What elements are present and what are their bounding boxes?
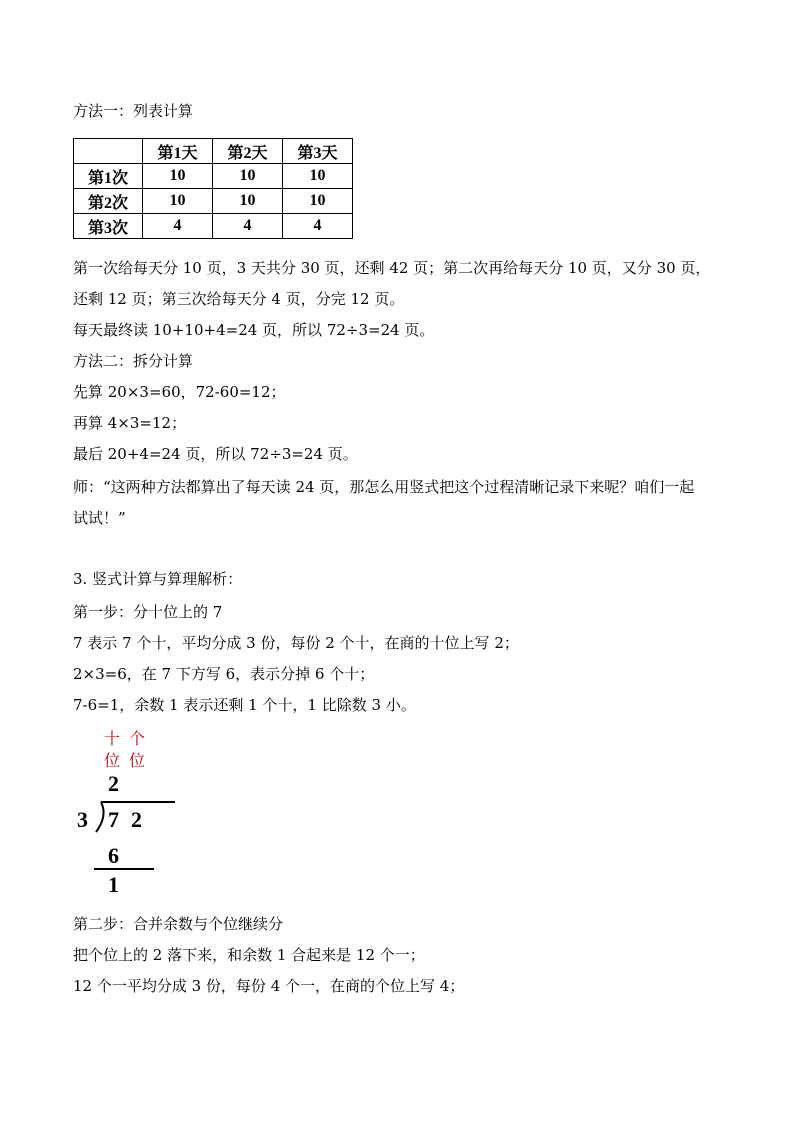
step2-text-line: 12 个一平均分成 3 份，每份 4 个一，在商的个位上写 4； [73,977,465,995]
table-row [74,164,353,189]
place-label-tens: 十 [104,729,121,748]
product-digit: 6 [108,843,119,868]
dividend-tens-digit: 7 [108,807,119,832]
method2-text-line: 最后 20+4=24 页，所以 72÷3=24 页。 [73,445,358,463]
place-label-ones: 位 [129,751,146,770]
teacher-quote-line: 师：“这两种方法都算出了每天读 24 页，那怎么用竖式把这个过程清晰记录下来呢？咱们一起 [73,478,695,496]
table-cell: 4 [143,214,213,239]
step1-title: 第一步：分十位上的 7 [73,603,223,621]
remainder-digit: 1 [108,872,119,897]
long-division-diagram [70,728,170,898]
method2-text-line: 先算 20×3=60，72-60=12； [73,383,286,401]
table-cell: 10 [283,164,353,189]
section3-heading: 3. 竖式计算与算理解析： [73,570,243,588]
table-row-label: 第2次 [74,189,143,214]
table-cell: 10 [283,189,353,214]
table-row-label: 第1次 [74,164,143,189]
method1-text-line: 第一次给每天分 10 页，3 天共分 30 页，还剩 42 页；第二次再给每天分 10 页，又分 30 页， [73,259,711,277]
step2-title: 第二步：合并余数与个位继续分 [73,915,284,933]
reading-plan-table [73,138,353,239]
table-col-header: 第3天 [283,139,353,164]
step1-text-line: 2×3=6，在 7 下方写 6，表示分掉 6 个十； [73,665,375,683]
step1-text-line: 7-6=1，余数 1 表示还剩 1 个十，1 比除数 3 小。 [73,696,416,714]
method1-text-line: 还剩 12 页；第三次给每天分 4 页，分完 12 页。 [73,290,405,308]
table-cell: 4 [213,214,283,239]
divisor-digit: 3 [77,807,88,832]
table-cell: 10 [143,189,213,214]
place-label-tens: 位 [104,751,121,770]
table-row [74,214,353,239]
subtraction-line [94,868,154,870]
table-cell: 10 [213,164,283,189]
table-col-header: 第2天 [213,139,283,164]
table-row [74,189,353,214]
table-cell: 10 [213,189,283,214]
table-header-row [74,139,353,164]
quotient-tens-digit: 2 [108,771,119,796]
method2-heading: 方法二：拆分计算 [73,352,194,370]
table-cell: 10 [143,164,213,189]
dividend-ones-digit: 2 [131,807,142,832]
table-col-header: 第1天 [143,139,213,164]
step1-text-line: 7 表示 7 个十，平均分成 3 份，每份 2 个十，在商的十位上写 2； [73,634,519,652]
place-label-ones: 个 [129,729,146,748]
table-corner-cell [74,139,143,164]
table-cell: 4 [283,214,353,239]
teacher-quote-line: 试试！” [73,509,126,527]
table-row-label: 第3次 [74,214,143,239]
method1-text-line: 每天最终读 10+10+4=24 页，所以 72÷3=24 页。 [73,321,435,339]
method1-heading: 方法一：列表计算 [73,102,194,120]
method2-text-line: 再算 4×3=12； [73,414,187,432]
step2-text-line: 把个位上的 2 落下来，和余数 1 合起来是 12 个一； [73,946,425,964]
